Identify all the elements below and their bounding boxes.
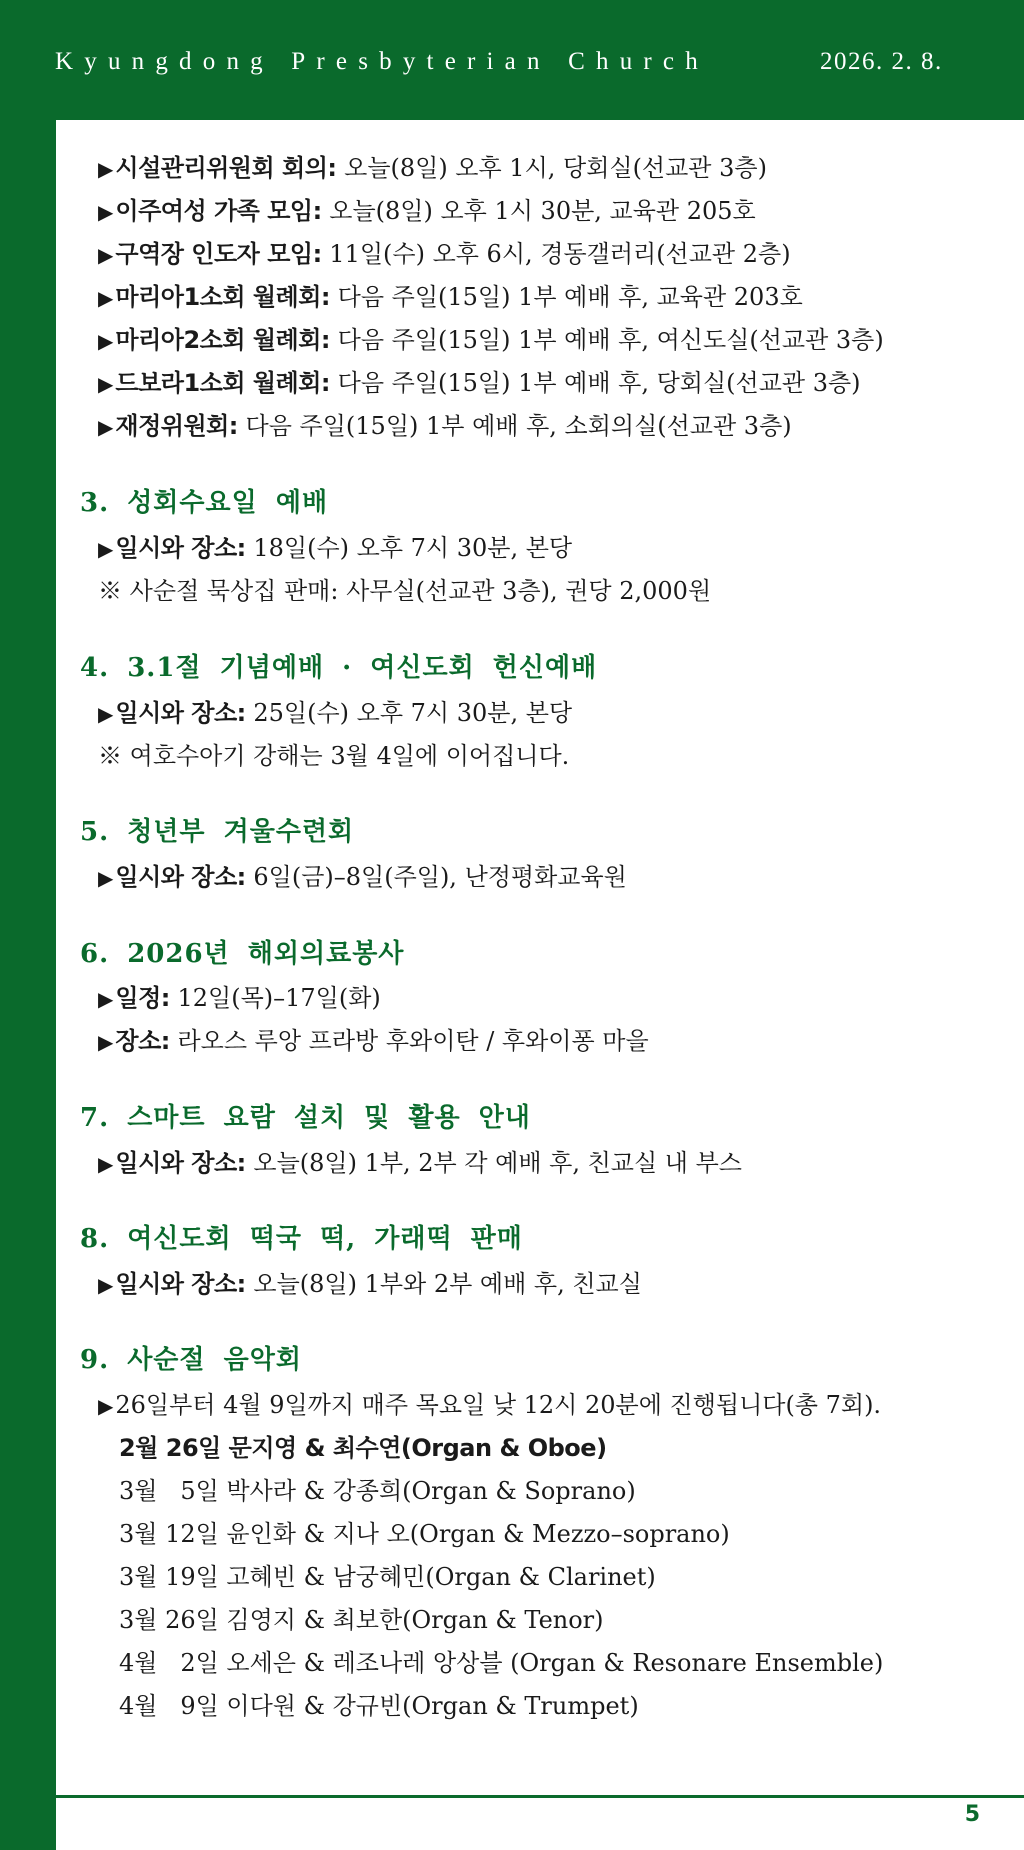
- church-name: Kyungdong Presbyterian Church: [55, 48, 709, 75]
- section-heading: 4. 3.1절 기념예배 · 여신도회 헌신예배: [80, 653, 598, 683]
- meeting-item: ▶시설관리위원회 회의: 오늘(8일) 오후 1시, 당회실(선교관 3층): [98, 154, 767, 182]
- concert-performance: 3월 19일 고혜빈 & 남궁혜민(Organ & Clarinet): [119, 1563, 656, 1591]
- concert-performance: 3월 5일 박사라 & 강종희(Organ & Soprano): [119, 1477, 636, 1505]
- concert-performance: 4월 9일 이다원 & 강규빈(Organ & Trumpet): [119, 1692, 639, 1720]
- bullet-arrow-icon: ▶: [98, 200, 114, 224]
- meeting-item: ▶이주여성 가족 모임: 오늘(8일) 오후 1시 30분, 교육관 205호: [98, 197, 756, 225]
- bullet-arrow-icon: ▶: [98, 537, 114, 561]
- page-number: 5: [964, 1802, 980, 1827]
- concert-performance: 3월 26일 김영지 & 최보한(Organ & Tenor): [119, 1606, 604, 1634]
- left-accent-bar: [0, 0, 56, 1850]
- footer-rule: [56, 1795, 1024, 1798]
- bullet-arrow-icon: ▶: [98, 1273, 114, 1297]
- concert-performance: 4월 2일 오세은 & 레조나레 앙상블 (Organ & Resonare Ensemble): [119, 1649, 884, 1677]
- bullet-arrow-icon: ▶: [98, 1152, 114, 1176]
- bullet-arrow-icon: ▶: [98, 866, 114, 890]
- section-item: ▶일시와 장소: 오늘(8일) 1부, 2부 각 예배 후, 친교실 내 부스: [98, 1149, 742, 1177]
- section-heading: 8. 여신도회 떡국 떡, 가래떡 판매: [80, 1224, 523, 1254]
- bullet-arrow-icon: ▶: [98, 286, 114, 310]
- section-heading: 5. 청년부 겨울수련회: [80, 817, 355, 847]
- bullet-arrow-icon: ▶: [98, 415, 114, 439]
- meeting-item: ▶구역장 인도자 모임: 11일(수) 오후 6시, 경동갤러리(선교관 2층): [98, 240, 791, 268]
- section-item: ▶일시와 장소: 18일(수) 오후 7시 30분, 본당: [98, 534, 573, 562]
- section-heading: 7. 스마트 요람 설치 및 활용 안내: [80, 1103, 531, 1133]
- bullet-arrow-icon: ▶: [98, 372, 114, 396]
- section-heading: 3. 성회수요일 예배: [80, 488, 329, 518]
- meeting-item: ▶마리아2소회 월례회: 다음 주일(15일) 1부 예배 후, 여신도실(선교관 3층): [98, 326, 884, 354]
- bullet-arrow-icon: ▶: [98, 329, 114, 353]
- concert-performance-featured: 2월 26일 문지영 & 최수연(Organ & Oboe): [119, 1434, 607, 1462]
- section-note: ※ 여호수아기 강해는 3월 4일에 이어집니다.: [98, 742, 570, 770]
- bullet-arrow-icon: ▶: [98, 157, 114, 181]
- bullet-arrow-icon: ▶: [98, 1030, 114, 1054]
- meeting-item: ▶마리아1소회 월례회: 다음 주일(15일) 1부 예배 후, 교육관 203호: [98, 283, 803, 311]
- meeting-item: ▶재정위원회: 다음 주일(15일) 1부 예배 후, 소회의실(선교관 3층): [98, 412, 792, 440]
- section-item: ▶장소: 라오스 루앙 프라방 후와이탄 / 후와이퐁 마을: [98, 1027, 649, 1055]
- concert-intro: ▶26일부터 4월 9일까지 매주 목요일 낮 12시 20분에 진행됩니다(총 7회).: [98, 1391, 882, 1419]
- bullet-arrow-icon: ▶: [98, 1394, 114, 1418]
- bullet-arrow-icon: ▶: [98, 987, 114, 1011]
- meeting-item: ▶드보라1소회 월례회: 다음 주일(15일) 1부 예배 후, 당회실(선교관 3층): [98, 369, 861, 397]
- issue-date: 2026. 2. 8.: [820, 48, 943, 75]
- section-heading: 9. 사순절 음악회: [80, 1345, 302, 1375]
- bullet-arrow-icon: ▶: [98, 243, 114, 267]
- bullet-arrow-icon: ▶: [98, 702, 114, 726]
- section-item: ▶일시와 장소: 6일(금)–8일(주일), 난정평화교육원: [98, 863, 627, 891]
- concert-performance: 3월 12일 윤인화 & 지나 오(Organ & Mezzo–soprano): [119, 1520, 730, 1548]
- section-heading: 6. 2026년 해외의료봉사: [80, 939, 405, 969]
- section-item: ▶일정: 12일(목)–17일(화): [98, 984, 381, 1012]
- section-item: ▶일시와 장소: 오늘(8일) 1부와 2부 예배 후, 친교실: [98, 1270, 642, 1298]
- section-item: ▶일시와 장소: 25일(수) 오후 7시 30분, 본당: [98, 699, 573, 727]
- section-note: ※ 사순절 묵상집 판매: 사무실(선교관 3층), 권당 2,000원: [98, 577, 712, 605]
